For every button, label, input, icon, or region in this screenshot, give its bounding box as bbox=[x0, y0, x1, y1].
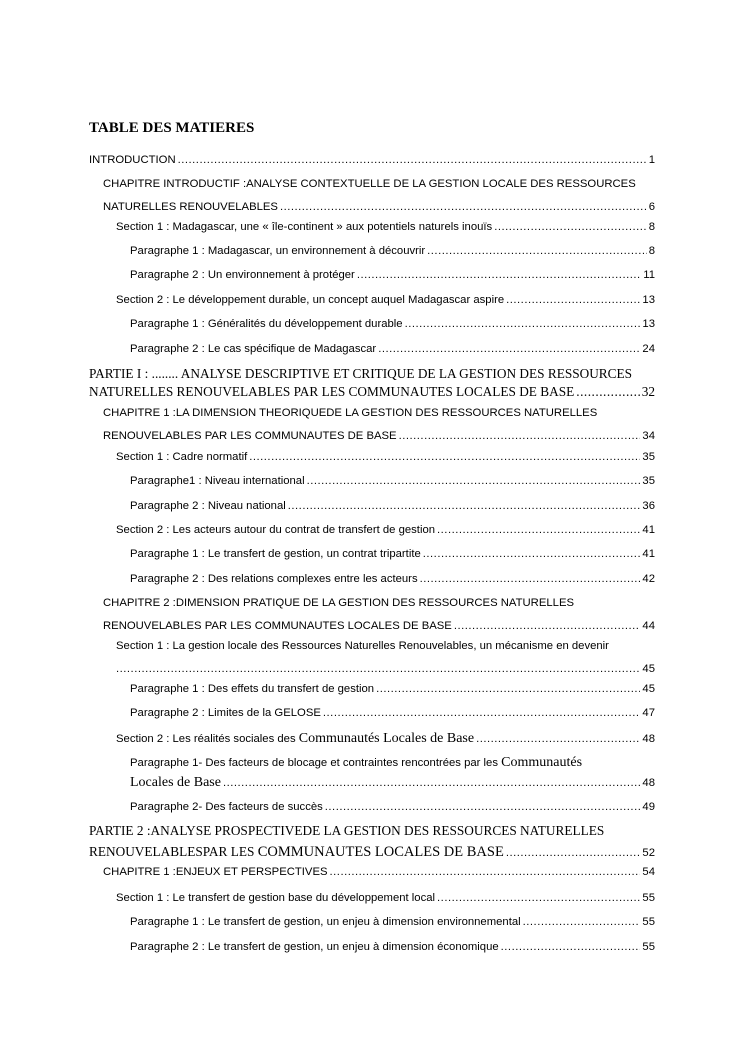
toc-page-number: 8 bbox=[648, 221, 655, 233]
toc-entry-text: Paragraphe 2 : Un environnement à protéger bbox=[130, 269, 355, 281]
toc-entry-text: RENOUVELABLESPAR LES COMMUNAUTES LOCALES DE BASE bbox=[89, 844, 504, 860]
toc-entry-section[interactable] bbox=[0, 519, 744, 542]
toc-entry-text-line1: PARTIE 2 :ANALYSE PROSPECTIVEDE LA GESTION DES RESSOURCES NATURELLES bbox=[89, 823, 605, 838]
toc-entry-text: CHAPITRE 1 :ENJEUX ET PERSPECTIVES bbox=[103, 866, 328, 878]
toc-page-number: 6 bbox=[648, 201, 655, 213]
toc-entry-text: NATURELLES RENOUVELABLES bbox=[103, 201, 278, 213]
toc-entry-text-line1: CHAPITRE 1 :LA DIMENSION THEORIQUEDE LA GESTION DES RESSOURCES NATURELLES bbox=[103, 407, 598, 419]
toc-entry-text: Paragraphe 1 : Généralités du développement durable bbox=[130, 318, 403, 330]
toc-entry-text-line1: CHAPITRE INTRODUCTIF :ANALYSE CONTEXTUELLE DE LA GESTION LOCALE DES RESSOURCES bbox=[103, 178, 636, 190]
toc-page-number: 34 bbox=[642, 430, 655, 442]
toc-entry-text: Paragraphe 2 : Le transfert de gestion, un enjeu à dimension économique bbox=[130, 941, 499, 953]
toc-entry-paragraphe[interactable] bbox=[0, 264, 744, 287]
toc-page-number: 55 bbox=[642, 916, 655, 928]
toc-entry-chapitre-1[interactable] bbox=[0, 402, 744, 448]
toc-entry-text: Section 1 : Madagascar, une « île-continent » aux potentiels naturels inouïs bbox=[116, 221, 493, 233]
toc-entry-paragraphe[interactable] bbox=[0, 313, 744, 336]
toc-entry-text: Paragraphe 1 : Madagascar, un environnement à découvrir bbox=[130, 245, 426, 257]
toc-entry-paragraphe[interactable] bbox=[0, 470, 744, 493]
toc-page-number: 54 bbox=[642, 866, 655, 878]
toc-page-number: 8 bbox=[648, 245, 655, 257]
toc-entry-text: Section 2 : Les acteurs autour du contrat de transfert de gestion bbox=[116, 524, 436, 536]
toc-entry-paragraphe[interactable] bbox=[0, 543, 744, 566]
toc-entry-text: Section 1 : Le transfert de gestion base du développement local bbox=[116, 892, 436, 904]
toc-entry-section[interactable] bbox=[0, 446, 744, 469]
toc-page-number: 35 bbox=[642, 451, 655, 463]
toc-entry-text: Paragraphe 1 : Le transfert de gestion, un enjeu à dimension environnemental bbox=[130, 916, 521, 928]
toc-page-number: 36 bbox=[642, 500, 655, 512]
toc-entry-text: Section 2 : Les réalités sociales des Communautés Locales de Base bbox=[116, 731, 475, 746]
toc-entry-text: Paragraphe 2 : Des relations complexes entre les acteurs bbox=[130, 573, 418, 585]
toc-entry-text: Paragraphe 2 : Limites de la GELOSE bbox=[130, 707, 321, 719]
toc-entry-section[interactable] bbox=[0, 727, 744, 751]
toc-entry-text: INTRODUCTION bbox=[89, 154, 176, 166]
toc-entry-text: Paragraphe 2- Des facteurs de succès bbox=[130, 801, 323, 813]
toc-page-number: 49 bbox=[642, 801, 655, 813]
toc-entry-paragraphe[interactable] bbox=[0, 568, 744, 591]
toc-entry-paragraphe[interactable] bbox=[0, 495, 744, 518]
toc-page-number: 41 bbox=[642, 524, 655, 536]
toc-page-number: 13 bbox=[642, 318, 655, 330]
toc-page-number: 48 bbox=[642, 777, 655, 789]
toc-entry-text-line1: PARTIE I : ........ ANALYSE DESCRIPTIVE ET CRITIQUE DE LA GESTION DES RESSOURCES bbox=[89, 366, 633, 381]
toc-entry-paragraphe[interactable] bbox=[0, 796, 744, 819]
toc-entry-text: Paragraphe1 : Niveau international bbox=[130, 475, 305, 487]
toc-page-number: 32 bbox=[641, 384, 655, 399]
toc-page-number: 1 bbox=[648, 154, 655, 166]
toc-entry-paragraphe[interactable] bbox=[0, 702, 744, 725]
toc-entry-text: Section 1 : Cadre normatif bbox=[116, 451, 248, 463]
toc-page-number: 55 bbox=[642, 892, 655, 904]
toc-entry-paragraphe[interactable] bbox=[0, 936, 744, 959]
toc-entry-chapitre-introductif[interactable] bbox=[0, 173, 744, 219]
toc-entry-section[interactable] bbox=[0, 887, 744, 910]
toc-entry-introduction[interactable] bbox=[0, 149, 744, 172]
toc-page-number: 24 bbox=[642, 343, 655, 355]
toc-entry-text: NATURELLES RENOUVELABLES PAR LES COMMUNAUTES LOCALES DE BASE bbox=[89, 384, 575, 399]
toc-entry-partie-1[interactable] bbox=[0, 365, 744, 401]
toc-entry-text: Locales de Base bbox=[130, 775, 221, 790]
toc-page-number: 55 bbox=[642, 941, 655, 953]
toc-page-number: 45 bbox=[642, 663, 655, 675]
toc-page-number: 42 bbox=[642, 573, 655, 585]
toc-page-number: 35 bbox=[642, 475, 655, 487]
toc-title: TABLE DES MATIERES bbox=[89, 120, 255, 136]
toc-entry-text: Paragraphe 1 : Le transfert de gestion, un contrat tripartite bbox=[130, 548, 421, 560]
toc-entry-partie-2[interactable] bbox=[0, 822, 744, 865]
toc-page-number: 13 bbox=[642, 294, 655, 306]
toc-entry-text-line1: Section 1 : La gestion locale des Ressources Naturelles Renouvelables, un mécanisme en devenir bbox=[116, 640, 609, 652]
toc-page-number: 44 bbox=[642, 620, 655, 632]
toc-entry-chapitre-2[interactable] bbox=[0, 592, 744, 638]
toc-entry-text-line1: Paragraphe 1- Des facteurs de blocage et contraintes rencontrées par les Communautés bbox=[130, 755, 583, 770]
toc-entry-text: Paragraphe 2 : Niveau national bbox=[130, 500, 286, 512]
toc-page-number: 52 bbox=[642, 847, 655, 859]
toc-entry-text: RENOUVELABLES PAR LES COMMUNAUTES LOCALES DE BASE bbox=[103, 620, 452, 632]
toc-entry-paragraphe[interactable] bbox=[0, 911, 744, 934]
toc-entry-text: RENOUVELABLES PAR LES COMMUNAUTES DE BASE bbox=[103, 430, 397, 442]
toc-page-number: 47 bbox=[642, 707, 655, 719]
toc-entry-section[interactable] bbox=[0, 216, 744, 239]
toc-entry-text: Paragraphe 2 : Le cas spécifique de Madagascar bbox=[130, 343, 377, 355]
toc-entry-section[interactable] bbox=[0, 635, 744, 681]
toc-entry-paragraphe[interactable] bbox=[0, 751, 744, 795]
toc-page-number: 41 bbox=[642, 548, 655, 560]
toc-entry-text: Paragraphe 1 : Des effets du transfert de gestion bbox=[130, 683, 375, 695]
toc-entry-section[interactable] bbox=[0, 289, 744, 312]
toc-entry-paragraphe[interactable] bbox=[0, 240, 744, 263]
toc-entry-paragraphe[interactable] bbox=[0, 338, 744, 361]
toc-entry-paragraphe[interactable] bbox=[0, 678, 744, 701]
toc-page-number: 45 bbox=[642, 683, 655, 695]
toc-page-number: 48 bbox=[642, 733, 655, 745]
toc-entry-chapitre-1-p2[interactable] bbox=[0, 861, 744, 884]
toc-entry-text: Section 2 : Le développement durable, un concept auquel Madagascar aspire bbox=[116, 294, 505, 306]
toc-page-number: 11 bbox=[643, 269, 655, 281]
toc-entry-text-line1: CHAPITRE 2 :DIMENSION PRATIQUE DE LA GESTION DES RESSOURCES NATURELLES bbox=[103, 597, 575, 609]
